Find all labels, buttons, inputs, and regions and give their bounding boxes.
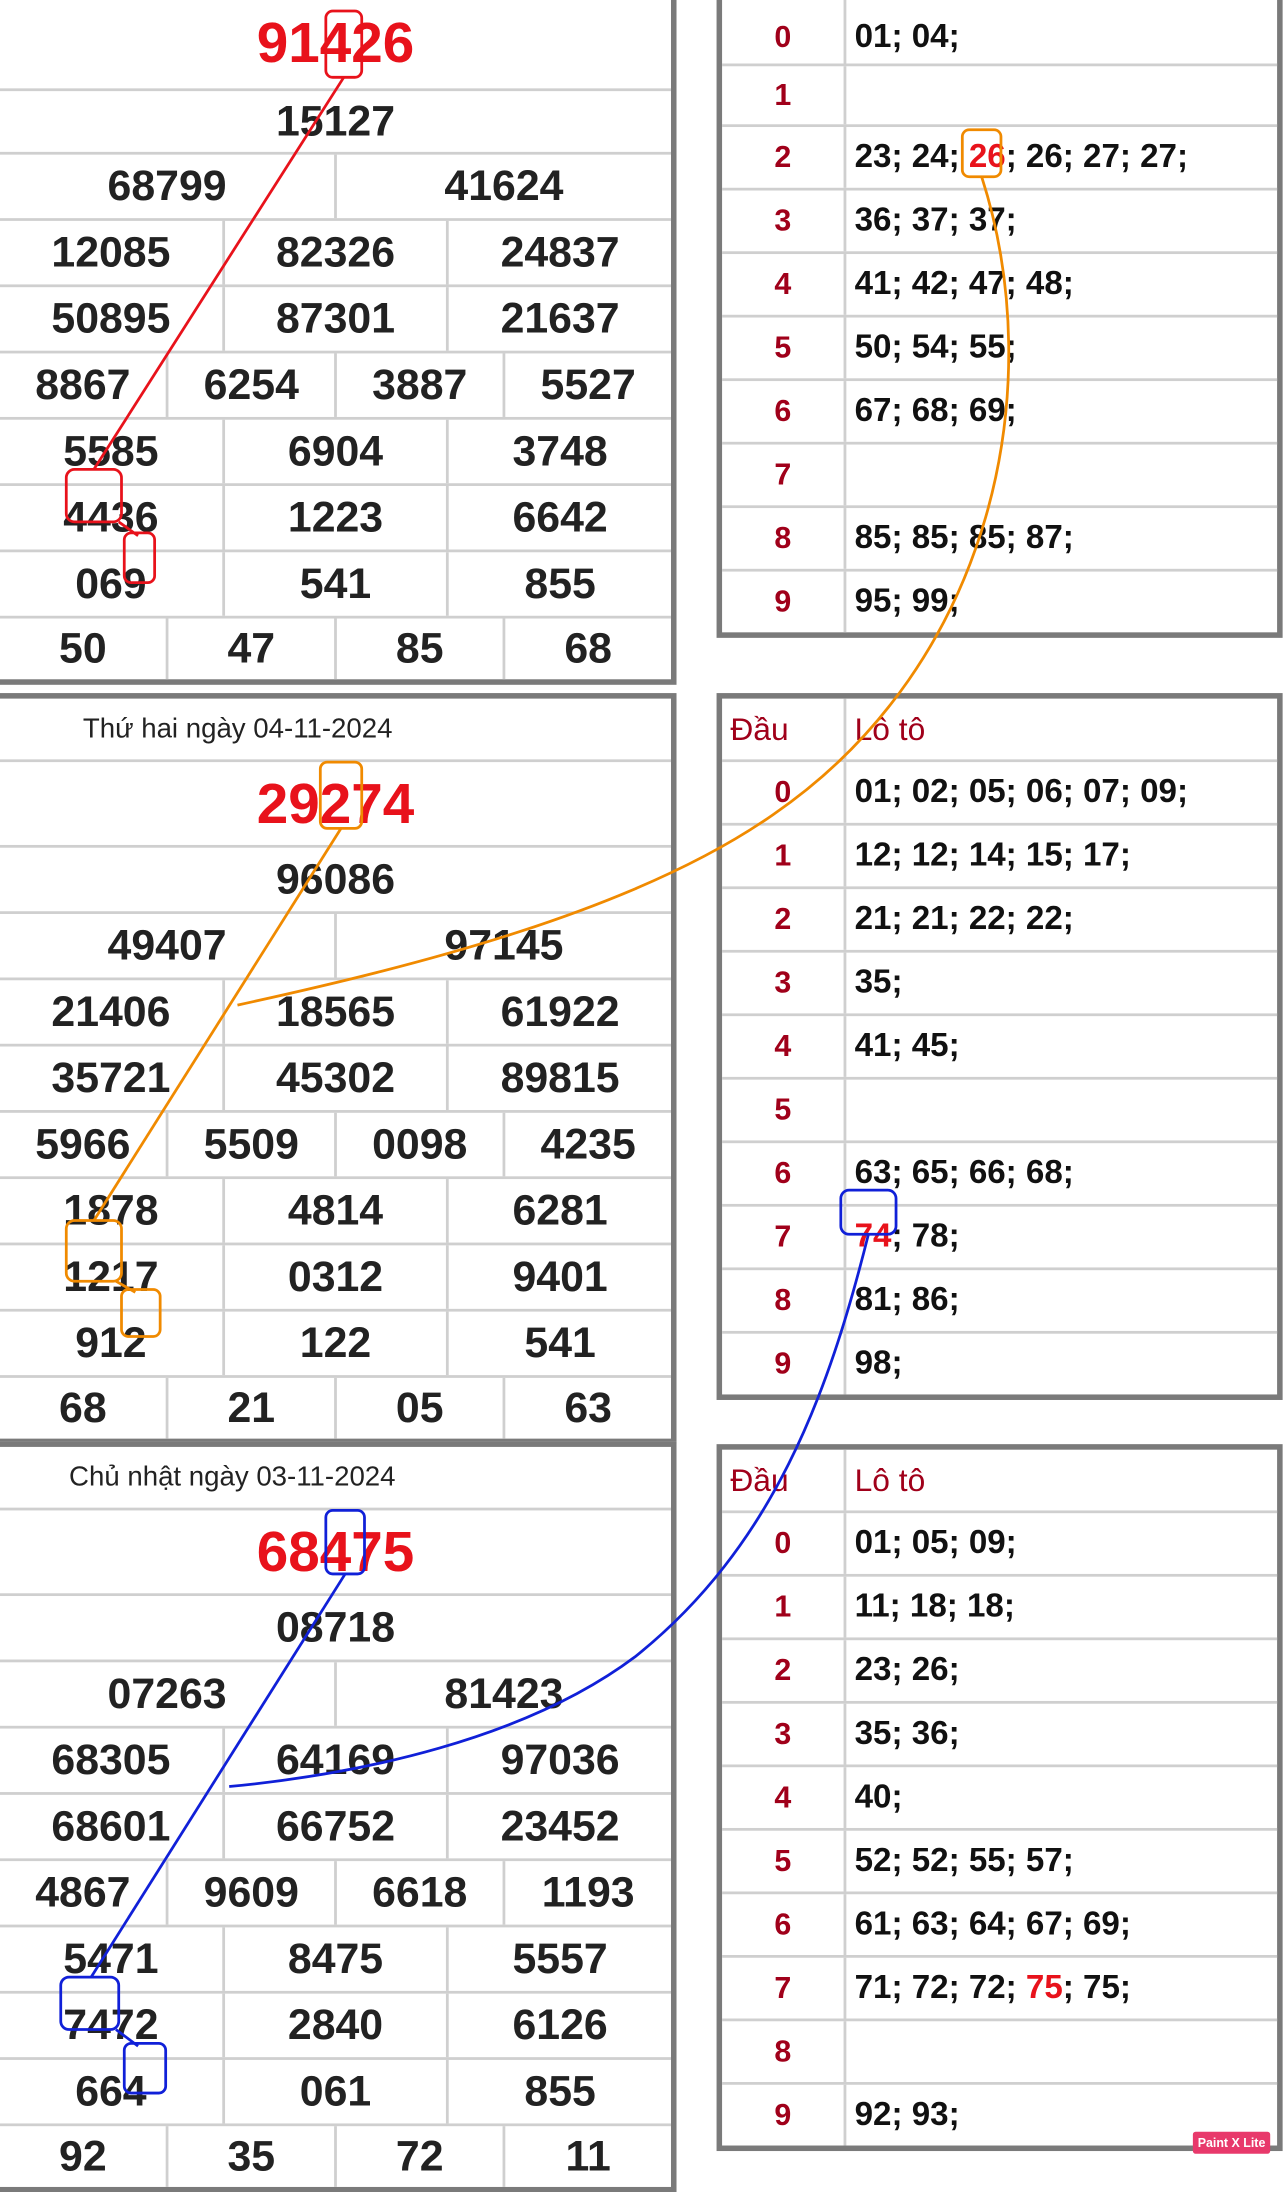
prize-number: 87301 bbox=[222, 287, 447, 351]
prize-row bbox=[0, 221, 671, 287]
dau-cell: 3 bbox=[722, 953, 846, 1014]
prize-number: 45302 bbox=[222, 1047, 447, 1111]
prize-number: 49407 bbox=[107, 920, 227, 970]
dau-cell: 1 bbox=[722, 1577, 846, 1638]
prize-row bbox=[0, 1596, 671, 1662]
prize-number: 23452 bbox=[446, 1795, 671, 1859]
result-table-1 bbox=[0, 0, 677, 685]
prize-number: 541 bbox=[446, 1312, 671, 1376]
prize-number: 05 bbox=[334, 1378, 502, 1439]
loto-cell: 71; 72; 72; 75; 75; bbox=[854, 1968, 1131, 2007]
prize-number: 5471 bbox=[63, 1934, 159, 1983]
prize-row bbox=[0, 91, 671, 155]
loto-row bbox=[722, 1334, 1277, 1395]
prize-number: 35 bbox=[166, 2126, 334, 2187]
watermark-badge: Paint X Lite bbox=[1193, 2132, 1270, 2154]
prize-number: 1217 bbox=[63, 1252, 159, 1301]
prize-row bbox=[0, 980, 671, 1046]
prize-number: 541 bbox=[222, 552, 447, 616]
prize-number: 855 bbox=[446, 2060, 671, 2124]
loto-row bbox=[722, 2021, 1277, 2085]
loto-row bbox=[722, 826, 1277, 890]
prize-number: 92 bbox=[59, 2131, 107, 2181]
loto-row bbox=[722, 381, 1277, 445]
loto-cell bbox=[846, 66, 1277, 124]
loto-tail-row bbox=[0, 2126, 671, 2187]
special-prize: 91426 bbox=[256, 11, 415, 75]
prize-number: 4867 bbox=[35, 1868, 131, 1917]
prize-number: 50895 bbox=[51, 294, 171, 343]
loto-row bbox=[722, 1016, 1277, 1080]
loto-cell: 41; 42; 47; 48; bbox=[854, 265, 1074, 303]
special-prize: 29274 bbox=[256, 771, 415, 836]
dau-cell: 4 bbox=[722, 254, 846, 315]
prize-number: 3887 bbox=[334, 353, 502, 417]
prize-row bbox=[0, 1662, 671, 1728]
prize-row bbox=[0, 1795, 671, 1861]
dau-cell: 0 bbox=[722, 0, 846, 64]
prize-number: 855 bbox=[446, 552, 671, 616]
loto-header: Lô tô bbox=[854, 1462, 926, 1498]
prize-number: 5966 bbox=[35, 1119, 131, 1169]
prize-number: 9401 bbox=[446, 1245, 671, 1309]
prize-number: 7472 bbox=[63, 2000, 159, 2049]
loto-tail-row bbox=[0, 1378, 671, 1439]
prize-number: 15127 bbox=[275, 96, 396, 145]
prize-number: 5585 bbox=[63, 426, 159, 475]
prize-number: 61922 bbox=[446, 980, 671, 1044]
prize-number: 18565 bbox=[222, 980, 447, 1044]
prize-row bbox=[0, 420, 671, 486]
dau-cell: 4 bbox=[722, 1767, 846, 1828]
prize-number: 2840 bbox=[222, 1994, 447, 2058]
prize-number: 68305 bbox=[51, 1735, 171, 1784]
loto-row bbox=[722, 1577, 1277, 1641]
prize-number: 63 bbox=[503, 1378, 671, 1439]
prize-number: 1878 bbox=[63, 1185, 159, 1235]
loto-cell: 35; bbox=[854, 963, 903, 1001]
dau-cell: 5 bbox=[722, 318, 846, 379]
prize-number: 68799 bbox=[107, 161, 227, 210]
special-prize-row bbox=[0, 762, 671, 848]
dau-cell: 5 bbox=[722, 1080, 846, 1141]
loto-cell: 35; 36; bbox=[854, 1714, 960, 1753]
date-header bbox=[0, 1447, 671, 1511]
dau-cell: 9 bbox=[722, 1334, 846, 1395]
loto-row bbox=[722, 953, 1277, 1017]
highlighted-loto: 26 bbox=[968, 138, 1006, 176]
prize-number: 97036 bbox=[446, 1729, 671, 1793]
dau-cell: 8 bbox=[722, 1270, 846, 1331]
prize-number: 1193 bbox=[503, 1861, 671, 1925]
loto-cell: 81; 86; bbox=[854, 1281, 960, 1319]
prize-number: 21406 bbox=[51, 987, 171, 1036]
prize-row bbox=[0, 1113, 671, 1179]
loto-row bbox=[722, 127, 1277, 191]
prize-number: 4235 bbox=[503, 1113, 671, 1177]
prize-row bbox=[0, 1179, 671, 1245]
prize-number: 122 bbox=[222, 1312, 447, 1376]
loto-row bbox=[722, 889, 1277, 953]
date-header bbox=[0, 699, 671, 763]
dau-cell: 0 bbox=[722, 1513, 846, 1574]
loto-cell: 95; 99; bbox=[854, 582, 960, 620]
highlighted-loto: 74 bbox=[854, 1217, 892, 1256]
special-prize-row bbox=[0, 0, 671, 91]
prize-number: 68 bbox=[503, 619, 671, 680]
dau-cell: 4 bbox=[722, 1016, 846, 1077]
prize-number: 061 bbox=[222, 2060, 447, 2124]
prize-number: 5527 bbox=[503, 353, 671, 417]
prize-row bbox=[0, 1994, 671, 2060]
loto-cell: 23; 26; bbox=[854, 1651, 960, 1689]
prize-row bbox=[0, 486, 671, 552]
prize-row bbox=[0, 552, 671, 618]
prize-row bbox=[0, 1312, 671, 1378]
loto-tail-row bbox=[0, 619, 671, 680]
prize-number: 0098 bbox=[334, 1113, 502, 1177]
loto-cell: 50; 54; 55; bbox=[854, 328, 1017, 366]
prize-number: 47 bbox=[166, 619, 334, 680]
prize-number: 3748 bbox=[446, 420, 671, 484]
prize-number: 6904 bbox=[222, 420, 447, 484]
prize-number: 50 bbox=[59, 624, 107, 673]
loto-cell: 01; 04; bbox=[854, 17, 960, 56]
dau-cell: 5 bbox=[722, 1831, 846, 1892]
loto-cell bbox=[846, 2021, 1277, 2082]
prize-row bbox=[0, 287, 671, 353]
loto-row bbox=[722, 0, 1277, 66]
prize-number: 89815 bbox=[446, 1047, 671, 1111]
prize-number: 5557 bbox=[446, 1927, 671, 1991]
loto-header: Lô tô bbox=[854, 711, 926, 747]
loto-row bbox=[722, 1143, 1277, 1207]
result-table-2 bbox=[0, 693, 677, 1444]
date-label: Chủ nhật ngày 03-11-2024 bbox=[69, 1462, 396, 1493]
loto-cell: 01; 02; 05; 06; 07; 09; bbox=[854, 773, 1189, 811]
prize-row bbox=[0, 1927, 671, 1993]
prize-number: 8475 bbox=[222, 1927, 447, 1991]
loto-header-row bbox=[722, 699, 1277, 763]
dau-cell: 8 bbox=[722, 2021, 846, 2082]
prize-number: 07263 bbox=[107, 1669, 227, 1718]
prize-number: 6254 bbox=[166, 353, 334, 417]
prize-number: 11 bbox=[503, 2126, 671, 2187]
highlighted-loto: 75 bbox=[1025, 1968, 1063, 2007]
loto-row bbox=[722, 1831, 1277, 1895]
prize-number: 68 bbox=[59, 1383, 107, 1432]
prize-number: 6281 bbox=[446, 1179, 671, 1243]
loto-row bbox=[722, 66, 1277, 127]
loto-header-row bbox=[722, 1450, 1277, 1514]
loto-cell: 85; 85; 85; 87; bbox=[854, 519, 1074, 557]
prize-number: 664 bbox=[75, 2066, 147, 2116]
prize-number: 24837 bbox=[446, 221, 671, 285]
prize-row bbox=[0, 155, 671, 221]
special-prize-row bbox=[0, 1510, 671, 1596]
loto-row bbox=[722, 1270, 1277, 1334]
prize-number: 72 bbox=[334, 2126, 502, 2187]
loto-cell: 23; 24; 26; 26; 27; 27; bbox=[854, 138, 1189, 176]
prize-number: 1223 bbox=[222, 486, 447, 550]
prize-number: 68601 bbox=[51, 1801, 171, 1851]
loto-cell: 63; 65; 66; 68; bbox=[854, 1154, 1074, 1192]
prize-number: 4436 bbox=[63, 492, 159, 542]
prize-number: 12085 bbox=[51, 227, 171, 277]
loto-cell: 98; bbox=[854, 1344, 903, 1383]
prize-row bbox=[0, 353, 671, 419]
prize-number: 82326 bbox=[222, 221, 447, 285]
loto-row bbox=[722, 1640, 1277, 1704]
loto-cell: 67; 68; 69; bbox=[854, 392, 1017, 430]
loto-row bbox=[722, 508, 1277, 572]
prize-number: 21637 bbox=[446, 287, 671, 351]
prize-number: 4814 bbox=[222, 1179, 447, 1243]
loto-cell: 12; 12; 14; 15; 17; bbox=[854, 836, 1131, 874]
loto-cell: 40; bbox=[854, 1778, 903, 1816]
dau-cell: 8 bbox=[722, 508, 846, 569]
prize-row bbox=[0, 848, 671, 914]
dau-header: Đầu bbox=[722, 1450, 846, 1511]
loto-cell: 21; 21; 22; 22; bbox=[854, 900, 1074, 938]
loto-row bbox=[722, 572, 1277, 633]
dau-cell: 1 bbox=[722, 826, 846, 887]
loto-row bbox=[722, 445, 1277, 509]
prize-number: 6126 bbox=[446, 1994, 671, 2058]
dau-cell: 6 bbox=[722, 381, 846, 442]
result-table-3 bbox=[0, 1441, 677, 2192]
prize-number: 96086 bbox=[275, 854, 396, 903]
loto-cell: 41; 45; bbox=[854, 1027, 960, 1065]
loto-table-1 bbox=[717, 0, 1283, 638]
loto-table-2 bbox=[717, 693, 1283, 1400]
loto-cell: 11; 18; 18; bbox=[854, 1587, 1015, 1626]
dau-cell: 7 bbox=[722, 445, 846, 506]
prize-number: 85 bbox=[334, 619, 502, 680]
dau-cell: 9 bbox=[722, 572, 846, 633]
dau-cell: 7 bbox=[722, 1958, 846, 2019]
prize-number: 66752 bbox=[222, 1795, 447, 1859]
prize-number: 41624 bbox=[334, 155, 671, 219]
prize-row bbox=[0, 914, 671, 980]
loto-cell: 36; 37; 37; bbox=[854, 201, 1017, 239]
prize-number: 912 bbox=[75, 1318, 147, 1367]
prize-number: 8867 bbox=[35, 360, 131, 409]
loto-row bbox=[722, 318, 1277, 382]
prize-number: 6618 bbox=[334, 1861, 502, 1925]
loto-cell: 74; 78; bbox=[854, 1217, 960, 1256]
dau-cell: 3 bbox=[722, 1704, 846, 1765]
loto-cell: 52; 52; 55; 57; bbox=[854, 1841, 1074, 1880]
loto-row bbox=[722, 1704, 1277, 1768]
prize-number: 0312 bbox=[222, 1245, 447, 1309]
dau-cell: 2 bbox=[722, 1640, 846, 1701]
prize-number: 069 bbox=[75, 559, 147, 608]
loto-cell bbox=[846, 1080, 1277, 1141]
loto-row bbox=[722, 254, 1277, 318]
dau-cell: 1 bbox=[722, 66, 846, 124]
dau-cell: 6 bbox=[722, 1143, 846, 1204]
loto-cell: 01; 05; 09; bbox=[854, 1524, 1017, 1562]
loto-row bbox=[722, 1767, 1277, 1831]
loto-row bbox=[722, 762, 1277, 826]
prize-number: 81423 bbox=[334, 1662, 671, 1726]
loto-table-3 bbox=[717, 1444, 1283, 2151]
loto-row bbox=[722, 1958, 1277, 2022]
prize-number: 5509 bbox=[166, 1113, 334, 1177]
loto-cell: 92; 93; bbox=[854, 2095, 960, 2134]
dau-cell: 0 bbox=[722, 762, 846, 823]
loto-row bbox=[722, 191, 1277, 255]
dau-cell: 6 bbox=[722, 1894, 846, 1955]
prize-row bbox=[0, 1047, 671, 1113]
prize-row bbox=[0, 1729, 671, 1795]
dau-cell: 2 bbox=[722, 889, 846, 950]
prize-row bbox=[0, 1861, 671, 1927]
dau-cell: 2 bbox=[722, 127, 846, 188]
loto-row bbox=[722, 1080, 1277, 1144]
loto-cell bbox=[846, 445, 1277, 506]
dau-cell: 3 bbox=[722, 191, 846, 252]
special-prize: 68475 bbox=[256, 1520, 415, 1584]
prize-number: 97145 bbox=[334, 914, 671, 978]
prize-number: 64169 bbox=[222, 1729, 447, 1793]
loto-cell: 61; 63; 64; 67; 69; bbox=[854, 1905, 1131, 1943]
prize-number: 6642 bbox=[446, 486, 671, 550]
prize-number: 35721 bbox=[51, 1053, 171, 1102]
prize-number: 9609 bbox=[166, 1861, 334, 1925]
date-label: Thứ hai ngày 04-11-2024 bbox=[82, 713, 393, 745]
dau-cell: 7 bbox=[722, 1207, 846, 1268]
dau-cell: 9 bbox=[722, 2085, 846, 2146]
prize-number: 21 bbox=[166, 1378, 334, 1439]
loto-row bbox=[722, 1513, 1277, 1577]
prize-row bbox=[0, 2060, 671, 2126]
dau-header: Đầu bbox=[722, 699, 846, 760]
loto-row bbox=[722, 1894, 1277, 1958]
loto-row bbox=[722, 1207, 1277, 1271]
prize-number: 08718 bbox=[275, 1602, 396, 1652]
prize-row bbox=[0, 1245, 671, 1311]
